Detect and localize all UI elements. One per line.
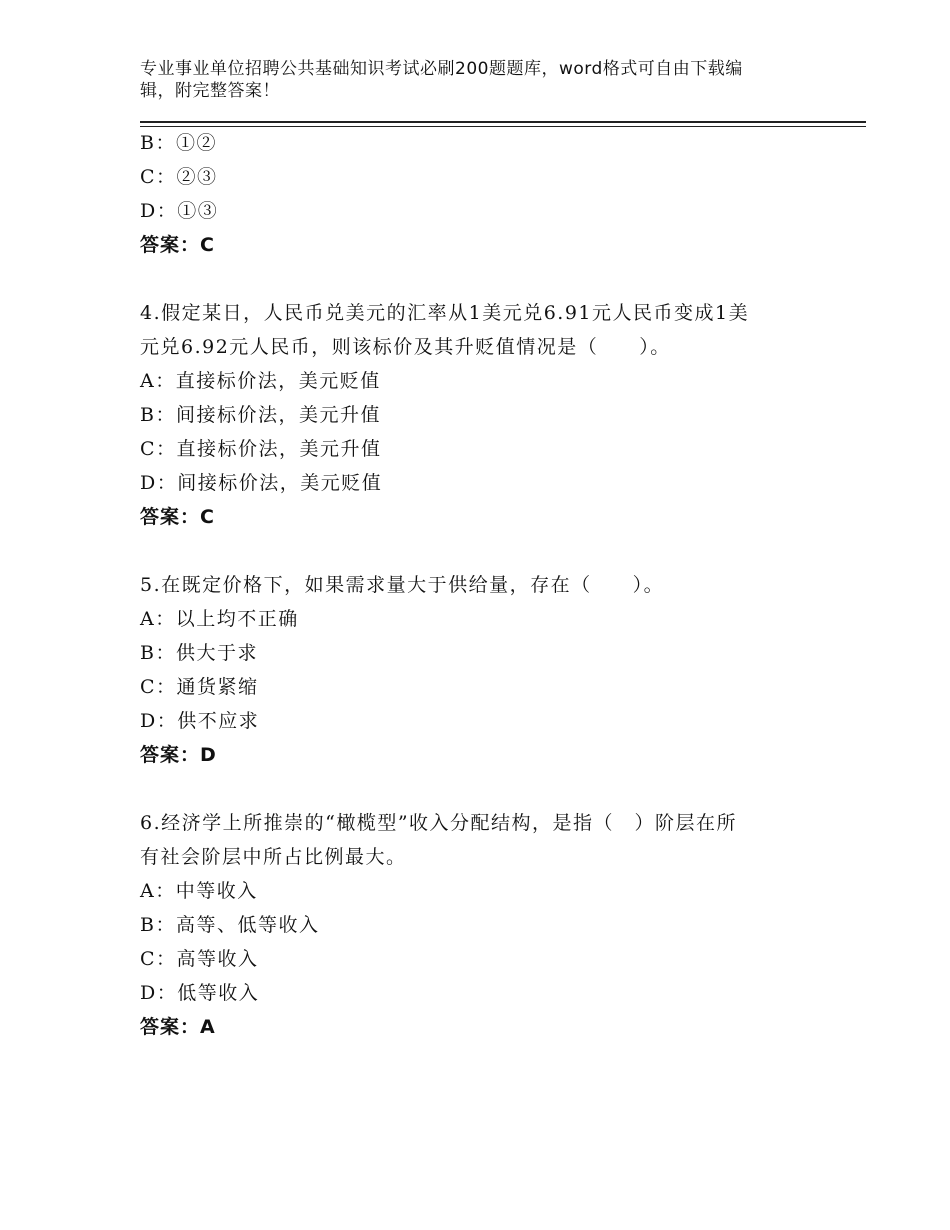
- question-6: [140, 806, 810, 1044]
- option-a: A：中等收入: [140, 880, 258, 902]
- option-a: A：直接标价法，美元贬值: [140, 370, 381, 392]
- answer: 答案：D: [140, 744, 217, 766]
- header-line-1: 专业事业单位招聘公共基础知识考试必刷200题题库，word格式可自由下载编: [140, 59, 743, 79]
- question-stem: 5.在既定价格下，如果需求量大于供给量，存在（ ）。: [140, 574, 665, 596]
- question-5: [140, 568, 810, 772]
- spacer: [140, 262, 810, 296]
- option-d: D：低等收入: [140, 982, 260, 1004]
- spacer: [140, 772, 810, 806]
- option-c: C：②③: [140, 166, 218, 188]
- header-line-2: 辑，附完整答案！: [140, 81, 280, 101]
- answer: 答案：C: [140, 506, 215, 528]
- option-a: A：以上均不正确: [140, 608, 299, 630]
- option-c: C：直接标价法，美元升值: [140, 438, 382, 460]
- question-stem: 元兑6.92元人民币，则该标价及其升贬值情况是（ ）。: [140, 336, 671, 358]
- option-d: D：间接标价法，美元贬值: [140, 472, 383, 494]
- question-3-tail: [140, 126, 810, 262]
- header-divider-thick: [140, 121, 866, 123]
- answer: 答案：C: [140, 234, 215, 256]
- option-b: B：供大于求: [140, 642, 258, 664]
- question-stem: 6.经济学上所推崇的“橄榄型”收入分配结构，是指（ ）阶层在所: [140, 812, 738, 834]
- option-d: D：①③: [140, 200, 219, 222]
- option-b: B：高等、低等收入: [140, 914, 320, 936]
- question-stem: 有社会阶层中所占比例最大。: [140, 846, 407, 868]
- question-content: [140, 126, 810, 1044]
- option-b: B：间接标价法，美元升值: [140, 404, 381, 426]
- spacer: [140, 534, 810, 568]
- option-d: D：供不应求: [140, 710, 260, 732]
- answer: 答案：A: [140, 1016, 216, 1038]
- option-c: C：通货紧缩: [140, 676, 259, 698]
- option-c: C：高等收入: [140, 948, 259, 970]
- page-header: [140, 58, 800, 102]
- question-4: [140, 296, 810, 534]
- option-b: B：①②: [140, 132, 217, 154]
- question-stem: 4.假定某日，人民币兑美元的汇率从1美元兑6.91元人民币变成1美: [140, 302, 750, 324]
